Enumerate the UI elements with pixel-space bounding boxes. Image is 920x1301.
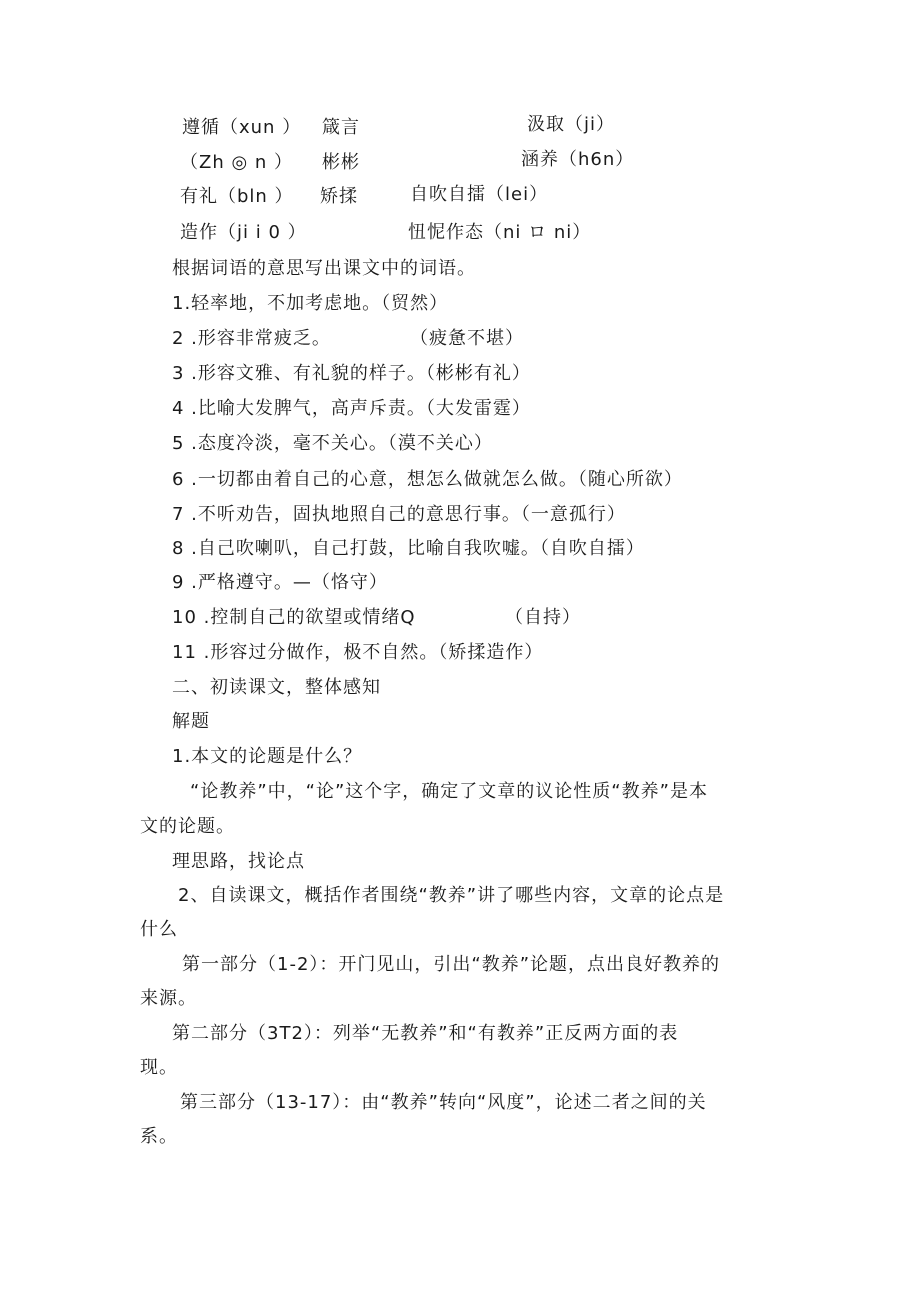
vocab-item: 造作（ji i 0 ） [180, 222, 307, 243]
definition-item: 8 .自己吹喇叭，自己打鼓，比喻自我吹嘘。（自吹自擂） [172, 538, 645, 559]
answer-line: 文的论题。 [140, 816, 235, 837]
question: 2、自读课文，概括作者围绕“教养”讲了哪些内容，文章的论点是 [178, 885, 725, 906]
definition-item: 2 .形容非常疲乏。 [172, 328, 331, 349]
definition-item: 7 .不听劝告，固执地照自己的意思行事。（一意孤行） [172, 504, 626, 525]
definition-item: 5 .态度冷淡，毫不关心。（漠不关心） [172, 433, 493, 454]
question: 1.本文的论题是什么？ [172, 746, 363, 767]
definition-answer: （自持） [505, 607, 581, 628]
definition-item: 11 .形容过分做作，极不自然。（矫揉造作） [172, 642, 544, 663]
vocab-item: 彬彬 [322, 152, 360, 173]
paragraph-line: 第三部分（13-17）：由“教养”转向“风度”，论述二者之间的关 [180, 1092, 707, 1113]
section-heading: 二、初读课文，整体感知 [172, 677, 381, 698]
vocab-item: 自吹自擂（lei） [410, 184, 549, 205]
definition-item: 10 .控制自己的欲望或情绪Q [172, 607, 416, 628]
paragraph-line: 第二部分（3T2）：列举“无教养”和“有教养”正反两方面的表 [172, 1023, 679, 1044]
vocab-item: （Zh ◎ n ） [180, 152, 294, 173]
paragraph-line: 第一部分（1-2）：开门见山，引出“教养”论题，点出良好教养的 [182, 954, 721, 975]
definition-item: 4 .比喻大发脾气，高声斥责。（大发雷霆） [172, 398, 531, 419]
definition-answer: （疲惫不堪） [410, 328, 524, 349]
question: 什么 [140, 919, 178, 940]
vocab-item: 遵循（xun ） [182, 117, 302, 138]
paragraph-line: 现。 [140, 1057, 178, 1078]
paragraph-line: 系。 [140, 1126, 178, 1147]
vocab-item: 矫揉 [320, 186, 358, 207]
definition-item: 9 .严格遵守。—（恪守） [172, 572, 388, 593]
vocab-item: 箴言 [322, 117, 360, 138]
vocab-item: 汲取（ji） [527, 114, 616, 135]
definition-item: 3 .形容文雅、有礼貌的样子。（彬彬有礼） [172, 363, 531, 384]
definition-item: 1.轻率地，不加考虑地。（贸然） [172, 293, 449, 314]
answer-line: “论教养”中，“论”这个字，确定了文章的议论性质“教养”是本 [190, 781, 708, 802]
definition-item: 6 .一切都由着自己的心意，想怎么做就怎么做。（随心所欲） [172, 469, 683, 490]
paragraph-line: 来源。 [140, 988, 197, 1009]
section-intro: 根据词语的意思写出课文中的词语。 [172, 258, 476, 279]
vocab-item: 涵养（h6n） [521, 149, 635, 170]
vocab-item: 有礼（bln ） [180, 186, 294, 207]
subheading: 解题 [172, 711, 210, 732]
subheading: 理思路，找论点 [172, 851, 305, 872]
vocab-item: 忸怩作态（ni ロ ni） [408, 222, 592, 243]
